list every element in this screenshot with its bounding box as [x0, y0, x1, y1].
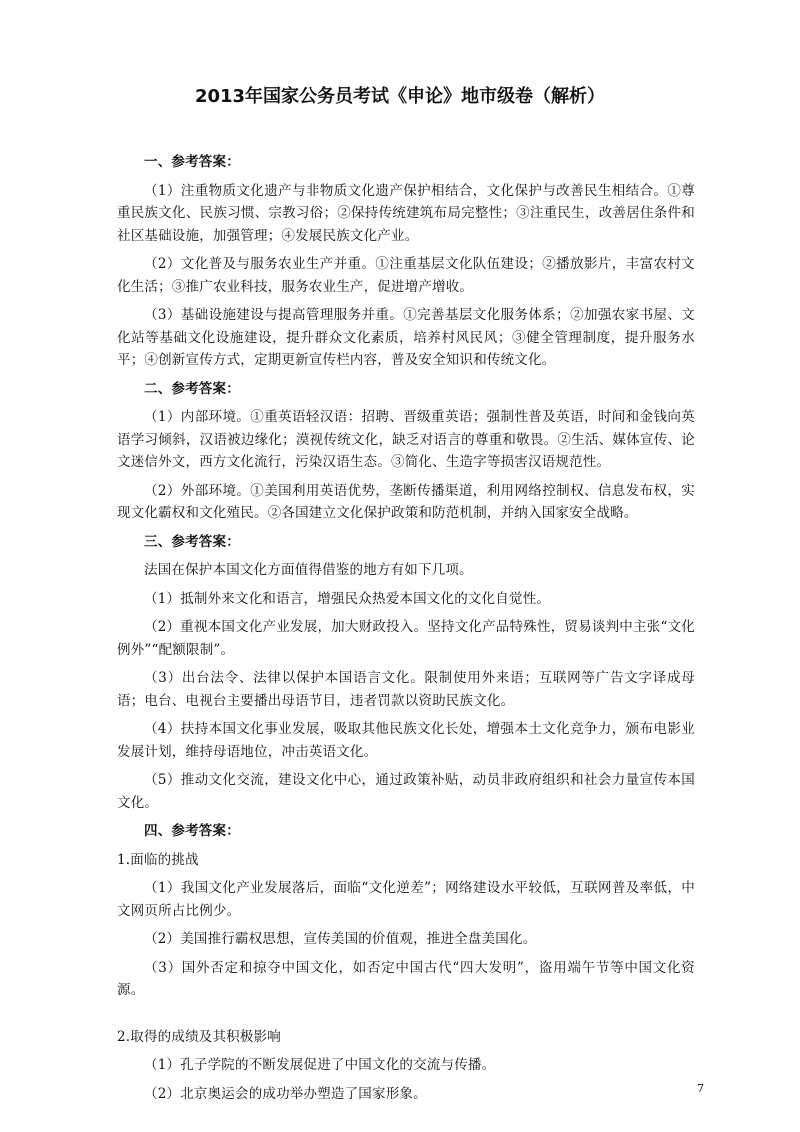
paragraph: （3）国外否定和掠夺中国文化，如否定中国古代“四大发明”，盗用端午节等中国文化资源。	[117, 959, 695, 998]
document-body	[117, 145, 695, 1105]
paragraph: （1）内部环境。①重英语轻汉语：招聘、晋级重英语；强制性普及英语，时间和金钱向英语学习倾斜，汉语被边缘化；漠视传统文化，缺乏对语言的尊重和敬畏。②生活、媒体宣传、论文迷信外文，西方文化流行，污染汉语生态。③简化、生造字等损害汉语规范性。	[117, 409, 695, 470]
paragraph: （3）出台法令、法律以保护本国语言文化。限制使用外来语；互联网等广告文字译成母语；电台、电视台主要播出母语节目，违者罚款以资助民族文化。	[117, 670, 695, 709]
page-number: 7	[697, 1082, 704, 1095]
section-heading-4: 四、参考答案：	[144, 823, 240, 839]
section-heading-2: 二、参考答案：	[144, 380, 240, 397]
paragraph: （1）抵制外来文化和语言，增强民众热爱本国文化的文化自觉性。	[144, 590, 551, 607]
paragraph: （2）北京奥运会的成功举办塑造了国家形象。	[144, 1085, 427, 1102]
section-heading-1: 一、参考答案：	[144, 154, 240, 170]
subsection-title: 1.面临的挑战	[117, 851, 199, 868]
document-title: 2013年国家公务员考试《申论》地市级卷（解析）	[194, 86, 606, 107]
paragraph: （1）我国文化产业发展落后，面临“文化逆差”；网络建设水平较低，互联网普及率低，中文网页所占比例少。	[117, 880, 695, 919]
paragraph: （2）美国推行霸权思想，宣传美国的价值观，推进全盘美国化。	[144, 931, 537, 947]
spacer	[117, 1002, 695, 1020]
paragraph: 法国在保护本国文化方面值得借鉴的地方有如下几项。	[144, 562, 473, 578]
section-heading-3: 三、参考答案：	[144, 533, 240, 550]
paragraph: （2）重视本国文化产业发展，加大财政投入。坚持文化产品特殊性，贸易谈判中主张“文化例外”“配额限制”。	[117, 619, 695, 658]
paragraph: （1）注重物质文化遗产与非物质文化遗产保护相结合，文化保护与改善民生相结合。①尊重民族文化、民族习惯、宗教习俗；②保持传统建筑布局完整性；③注重民生，改善居住条件和社区基础设施，加强管理；④发展民族文化产业。	[117, 182, 695, 244]
paragraph: （1）孔子学院的不断发展促进了中国文化的交流与传播。	[144, 1057, 496, 1073]
paragraph: （3）基础设施建设与提高管理服务并重。①完善基层文化服务体系；②加强农家书屋、文化站等基础文化设施建设，提升群众文化素质，培养村风民风；③健全管理制度，提升服务水平；④创新宣传方式，定期更新宣传栏内容，普及安全知识和传统文化。	[117, 307, 695, 368]
paragraph: （2）外部环境。①美国利用英语优势，垄断传播渠道，利用网络控制权、信息发布权，实现文化霸权和文化殖民。②各国建立文化保护政策和防范机制，并纳入国家安全战略。	[117, 482, 695, 521]
paragraph: （2）文化普及与服务农业生产并重。①注重基层文化队伍建设；②播放影片，丰富农村文化生活；③推广农业科技，服务农业生产，促进增产增收。	[117, 256, 695, 295]
paragraph: （5）推动文化交流，建设文化中心，通过政策补贴，动员非政府组织和社会力量宣传本国文化。	[117, 772, 695, 811]
subsection-title: 2.取得的成绩及其积极影响	[117, 1028, 281, 1045]
paragraph: （4）扶持本国文化事业发展，吸取其他民族文化长处，增强本土文化竞争力，颁布电影业发展计划，维持母语地位，冲击英语文化。	[117, 721, 695, 760]
